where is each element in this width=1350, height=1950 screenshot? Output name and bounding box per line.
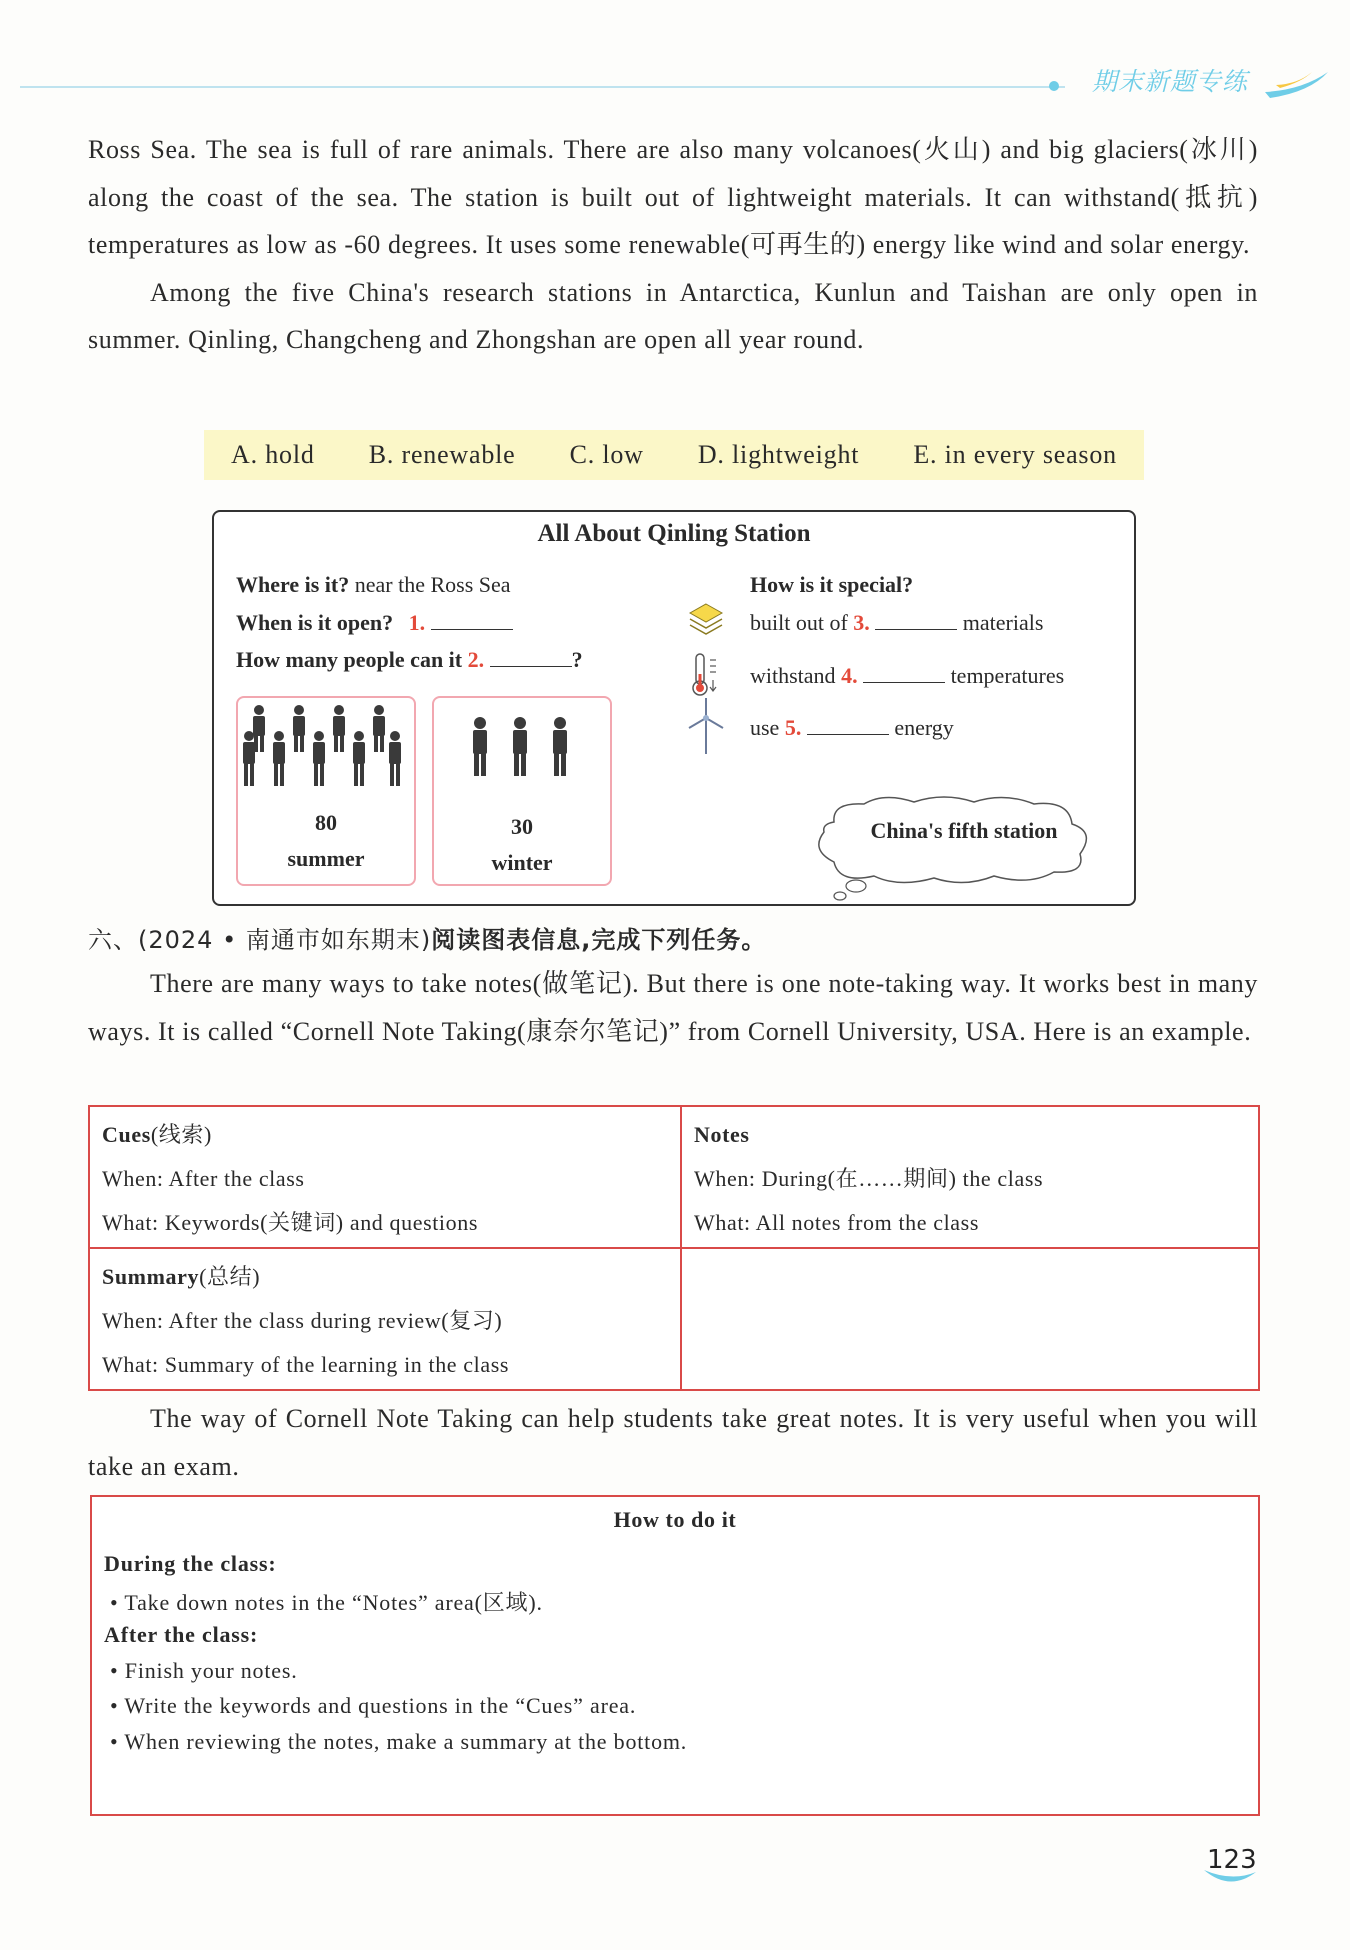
word-options-bar	[204, 430, 1144, 480]
when-line	[236, 609, 513, 636]
winter-count: 30	[511, 814, 533, 839]
capacity-line	[236, 646, 583, 673]
blank-1[interactable]	[431, 609, 513, 630]
cues-cell: Cues(线索) When: After the class What: Keywords(关键词) and questions	[102, 1122, 479, 1235]
blank-5[interactable]	[807, 714, 889, 735]
after-heading: After the class:	[104, 1622, 259, 1647]
passage	[88, 126, 1258, 364]
summer-count: 80	[315, 810, 337, 835]
during-heading: During the class:	[104, 1551, 277, 1576]
people-group-icon	[238, 704, 414, 804]
option-c: C. low	[569, 440, 644, 469]
blank-number-5: 5.	[784, 715, 802, 740]
page-number: 123	[1207, 1845, 1257, 1875]
where-question: Where is it?	[236, 572, 350, 597]
thermometer-icon	[688, 650, 724, 700]
withstand-line: withstand 4. temperatures	[750, 663, 1065, 688]
how-to-box	[90, 1495, 1260, 1816]
where-answer: near the Ross Sea	[354, 572, 511, 597]
blank-number-2: 2.	[467, 647, 485, 672]
people-small-icon	[434, 716, 610, 806]
summary-cell: Summary(总结) When: After the class during review(复习) What: Summary of the learning in the class	[102, 1264, 510, 1377]
section-6-paragraph-2: The way of Cornell Note Taking can help students take great notes. It is very useful when you will take an exam.	[88, 1404, 1258, 1481]
cloud-text: China's fifth station	[870, 818, 1058, 843]
infobox-title: All About Qinling Station	[537, 520, 811, 547]
where-line	[236, 572, 511, 598]
header-rule	[20, 86, 1065, 88]
option-d: D. lightweight	[697, 440, 860, 469]
winter-label: winter	[491, 850, 553, 875]
capacity-question: How many people can it	[236, 647, 463, 672]
blank-3[interactable]	[875, 609, 957, 630]
built-line: built out of 3. materials	[750, 610, 1044, 635]
blank-number-4: 4.	[841, 663, 858, 688]
cornell-example-table	[88, 1105, 1260, 1391]
winter-capacity-card	[432, 696, 612, 886]
section-6-heading: 六、(2024 • 南通市如东期末)阅读图表信息,完成下列任务。	[88, 926, 767, 954]
after-item-1: • Finish your notes.	[110, 1658, 298, 1683]
summer-label: summer	[287, 846, 365, 871]
after-item-2: • Write the keywords and questions in the “Cues” area.	[110, 1693, 637, 1718]
section-6-intro: There are many ways to take notes(做笔记). But there is one note-taking way. It works best in many ways. It is called “Cornell Note Taking(康奈尔笔记)” from Cornell University, USA. Here is an example.	[88, 969, 1258, 1046]
during-item-1: • Take down notes in the “Notes” area(区域).	[110, 1590, 543, 1615]
table-divider-horizontal	[90, 1247, 1258, 1249]
option-b: B. renewable	[368, 440, 516, 469]
special-question: How is it special?	[750, 572, 914, 597]
header-section-label: 期末新题专练	[1092, 67, 1249, 96]
wind-turbine-icon	[686, 696, 726, 756]
after-item-3: • When reviewing the notes, make a summary at the bottom.	[110, 1729, 688, 1754]
notes-cell: Notes When: During(在……期间) the class What: All notes from the class	[694, 1122, 1044, 1235]
layers-icon	[686, 600, 726, 640]
when-question: When is it open?	[236, 610, 394, 635]
blank-number-3: 3.	[853, 610, 870, 635]
energy-line: use 5. energy	[750, 715, 954, 740]
blank-4[interactable]	[863, 662, 945, 683]
summer-capacity-card	[236, 696, 416, 886]
qinling-infobox	[212, 510, 1136, 906]
blank-number-1: 1.	[408, 610, 426, 635]
speech-cloud-icon	[804, 792, 1104, 902]
capacity-qmark: ?	[571, 647, 583, 672]
blank-2[interactable]	[490, 646, 572, 667]
page-number-swoosh-icon	[1200, 1866, 1260, 1888]
option-e: E. in every season	[913, 440, 1117, 469]
passage-paragraph-2: Among the five China's research stations in Antarctica, Kunlun and Taishan are only open in summer. Qinling, Changcheng and Zhongshan are open all year round.	[88, 277, 1258, 354]
option-a: A. hold	[231, 440, 315, 469]
how-to-title: How to do it	[613, 1507, 737, 1532]
passage-paragraph-1: Ross Sea. The sea is full of rare animals. There are also many volcanoes(火山) and big glaciers(冰川) along the coast of the sea. The station is built out of lightweight materials. It can withstand(抵抗) temperatures as low as -60 degrees. It uses some renewable(可再生的) energy like wind and solar energy.	[88, 135, 1258, 259]
